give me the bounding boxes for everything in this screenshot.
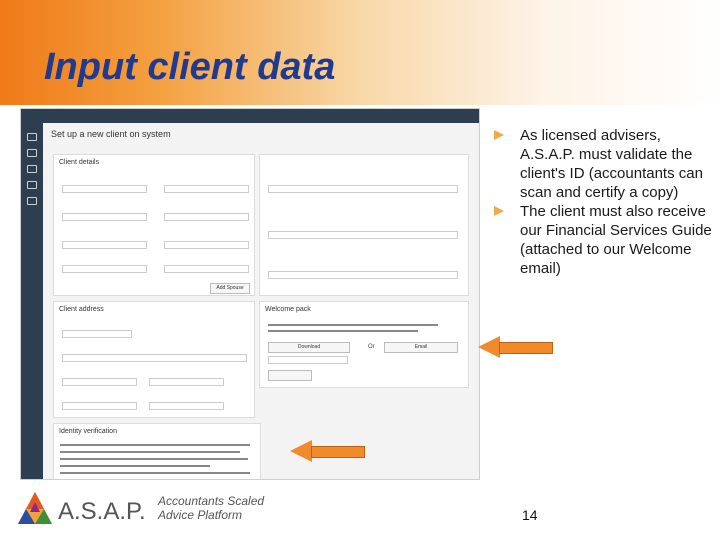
text-line xyxy=(60,458,248,460)
asap-logo xyxy=(16,490,146,530)
panel-title: Client details xyxy=(59,159,100,166)
slide-title: Input client data xyxy=(44,46,336,88)
nav-icon[interactable] xyxy=(27,133,37,141)
page-number: 14 xyxy=(522,507,538,523)
nav-icon[interactable] xyxy=(27,149,37,157)
form-field[interactable] xyxy=(62,241,147,249)
identity-verification-panel xyxy=(53,423,261,480)
triangle-logo-icon xyxy=(16,490,54,528)
nav-icon[interactable] xyxy=(27,165,37,173)
add-spouse-button[interactable]: Add Spouse xyxy=(210,283,250,294)
bullet-item xyxy=(494,202,716,278)
text-line xyxy=(60,451,240,453)
triangle-bullet-icon xyxy=(494,206,504,216)
form-field[interactable] xyxy=(164,213,249,221)
form-field[interactable] xyxy=(62,354,247,362)
client-address-panel xyxy=(53,301,255,418)
form-field[interactable] xyxy=(62,402,137,410)
app-sidebar xyxy=(21,123,43,479)
details-panel xyxy=(259,154,469,296)
app-top-bar xyxy=(21,109,479,123)
left-arrow-icon xyxy=(290,440,366,462)
panel-title: Identity verification xyxy=(59,428,117,435)
form-field[interactable] xyxy=(149,402,224,410)
nav-icon[interactable] xyxy=(27,181,37,189)
welcome-pack-panel xyxy=(259,301,469,388)
nav-icon[interactable] xyxy=(27,197,37,205)
panel-title: Client address xyxy=(59,306,104,313)
app-page-title: Set up a new client on system xyxy=(51,129,171,139)
form-field[interactable] xyxy=(149,378,224,386)
form-field[interactable] xyxy=(268,231,458,239)
download-button[interactable]: Download xyxy=(268,342,350,353)
form-field[interactable] xyxy=(268,356,348,364)
app-screenshot xyxy=(20,108,480,480)
form-field[interactable] xyxy=(164,265,249,273)
bullet-text: As licensed advisers, A.S.A.P. must validate the client's ID (accountants can scan and certify a copy) xyxy=(520,127,703,201)
form-field[interactable] xyxy=(62,265,147,273)
email-button[interactable]: Email xyxy=(384,342,458,353)
form-field[interactable] xyxy=(62,378,137,386)
search-field[interactable] xyxy=(268,271,458,279)
text-line xyxy=(60,465,210,467)
panel-title: Welcome pack xyxy=(265,306,311,313)
form-field[interactable] xyxy=(62,213,147,221)
or-label: Or xyxy=(368,344,375,350)
logo-text: A.S.A.P. xyxy=(58,498,146,525)
footer-subtitle: Accountants Scaled Advice Platform xyxy=(158,494,265,522)
text-line xyxy=(60,472,250,474)
form-field[interactable] xyxy=(62,330,132,338)
triangle-bullet-icon xyxy=(494,130,504,140)
send-button[interactable] xyxy=(268,370,312,381)
form-field[interactable] xyxy=(164,241,249,249)
bullet-item xyxy=(494,126,716,202)
client-details-panel xyxy=(53,154,255,296)
form-field[interactable] xyxy=(164,185,249,193)
text-line xyxy=(60,444,250,446)
text-line xyxy=(268,330,418,332)
bullet-text: The client must also receive our Financial Services Guide (attached to our Welcome email) xyxy=(520,203,712,277)
left-arrow-icon xyxy=(478,336,554,358)
bullet-list xyxy=(494,126,716,278)
text-line xyxy=(268,324,438,326)
form-field[interactable] xyxy=(268,185,458,193)
form-field[interactable] xyxy=(62,185,147,193)
